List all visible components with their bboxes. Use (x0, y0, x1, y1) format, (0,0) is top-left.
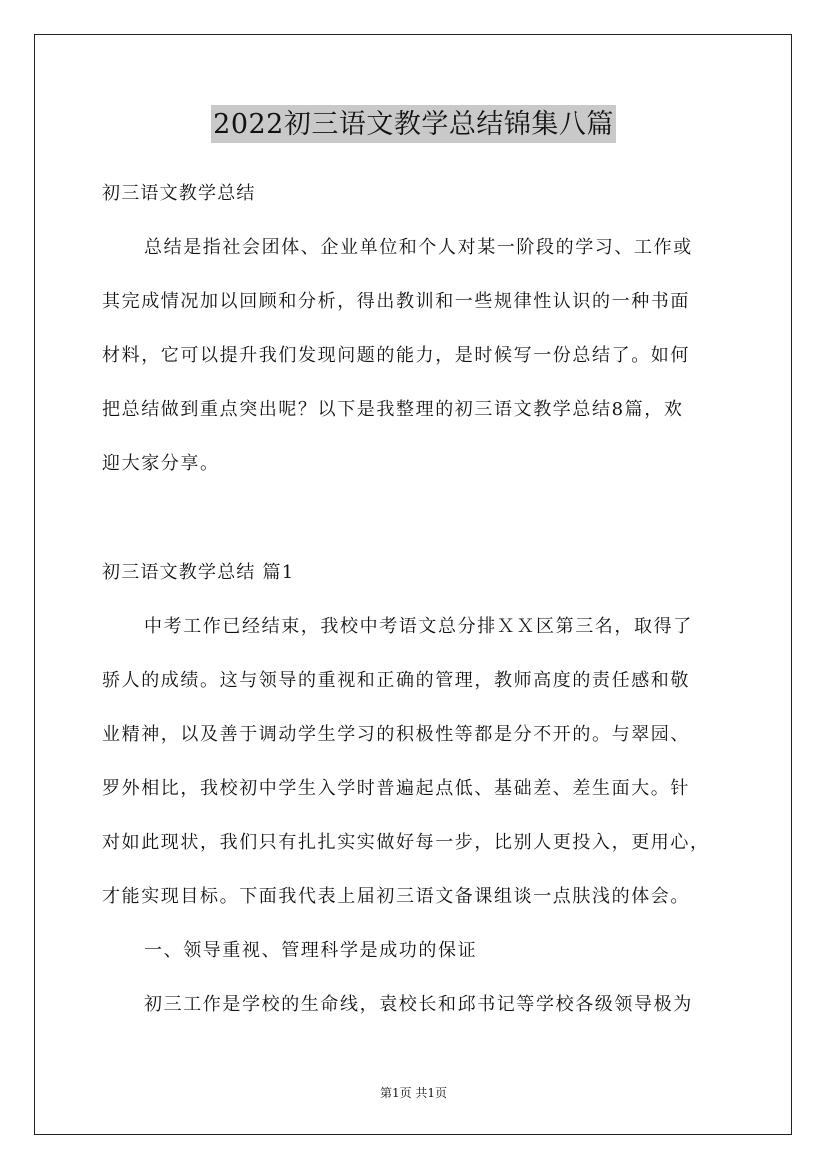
intro-line-2: 其完成情况加以回顾和分析，得出教训和一些规律性认识的一种书面 (102, 291, 690, 312)
paragraph-line-5: 对如此现状，我们只有扎扎实实做好每一步，比别人更投入，更用心， (102, 832, 710, 853)
document-title (0, 102, 827, 141)
section-heading: 初三语文教学总结 (102, 183, 256, 204)
paragraph-line-4: 罗外相比，我校初中学生入学时普遍起点低、基础差、差生面大。针 (102, 778, 690, 799)
document-title-text: 2022初三语文教学总结锦集八篇 (211, 105, 616, 143)
paragraph-line-1: 中考工作已经结束，我校中考语文总分排ＸＸ区第三名，取得了 (144, 616, 693, 637)
paragraph-line-3: 业精神，以及善于调动学生学习的积极性等都是分不开的。与翠园、 (102, 724, 690, 745)
subheading: 一、领导重视、管理科学是成功的保证 (144, 940, 478, 961)
paragraph-line-last: 初三工作是学校的生命线，袁校长和邱书记等学校各级领导极为 (144, 994, 693, 1015)
page-footer: 第1页 共1页 (379, 1086, 448, 1100)
paragraph-line-6: 才能实现目标。下面我代表上届初三语文备课组谈一点肤浅的体会。 (102, 886, 690, 907)
paragraph-line-2: 骄人的成绩。这与领导的重视和正确的管理，教师高度的责任感和敬 (102, 670, 690, 691)
article-heading: 初三语文教学总结 篇1 (102, 562, 295, 583)
intro-line-4: 把总结做到重点突出呢？以下是我整理的初三语文教学总结8篇，欢 (102, 399, 684, 420)
intro-line-1: 总结是指社会团体、企业单位和个人对某一阶段的学习、工作或 (144, 237, 693, 258)
intro-line-3: 材料，它可以提升我们发现问题的能力，是时候写一份总结了。如何 (102, 345, 690, 366)
intro-line-5: 迎大家分享。 (102, 453, 220, 474)
